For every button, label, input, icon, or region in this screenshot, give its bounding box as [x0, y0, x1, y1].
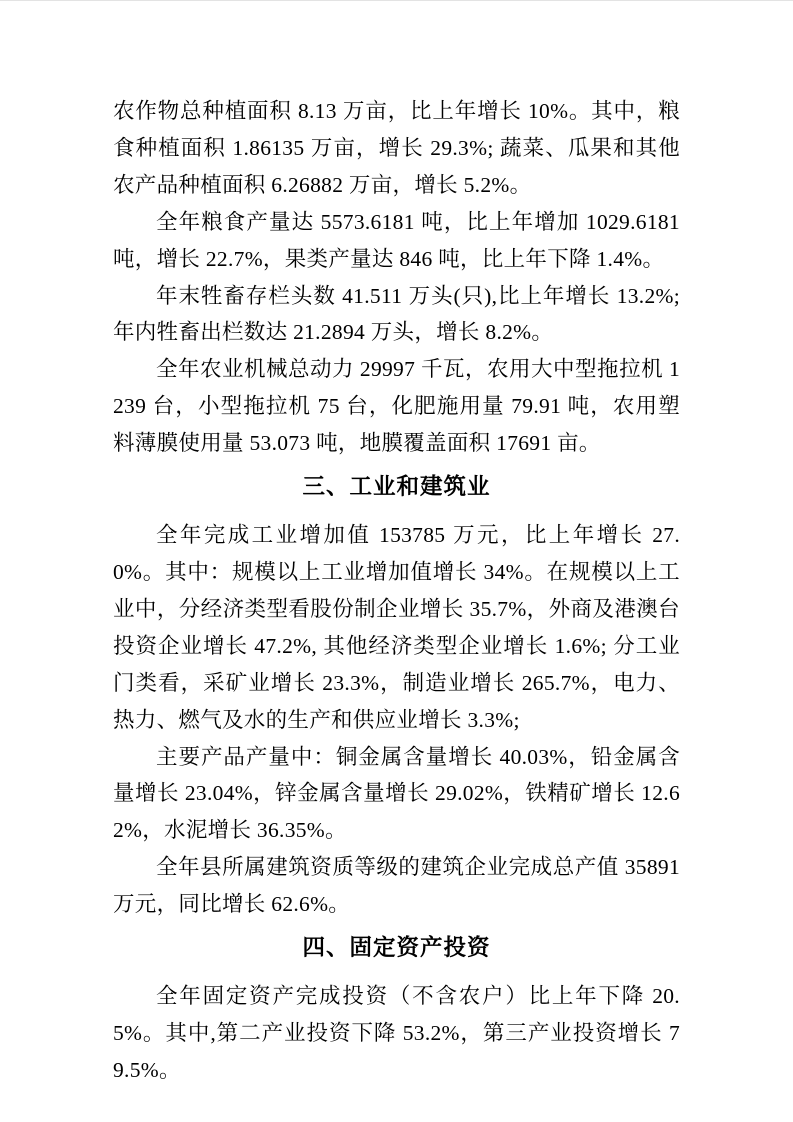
paragraph-crop-planting-area: 农作物总种植面积 8.13 万亩，比上年增长 10%。其中，粮食种植面积 1.86135 万亩，增长 29.3%; 蔬菜、瓜果和其他农产品种植面积 6.26882 万亩，增长 5.2%。	[113, 99, 680, 197]
section-heading-fixed-asset-investment: 四、固定资产投资	[302, 935, 491, 961]
paragraph-fixed-asset-investment: 全年固定资产完成投资（不含农户）比上年下降 20.5%。其中,第二产业投资下降 53.2%，第三产业投资增长 79.5%。	[113, 984, 680, 1082]
paragraph-main-products-output: 主要产品产量中：铜金属含量增长 40.03%，铅金属含量增长 23.04%，锌金属含量增长 29.02%，铁精矿增长 12.62%，水泥增长 36.35%。	[113, 744, 680, 843]
paragraph-agricultural-machinery: 全年农业机械总动力 29997 千瓦，农用大中型拖拉机 1239 台，小型拖拉机 75 台，化肥施用量 79.91 吨，农用塑料薄膜使用量 53.073 吨，地膜覆盖面积 17691 亩。	[113, 357, 680, 456]
paragraph-grain-output: 全年粮食产量达 5573.6181 吨，比上年增加 1029.6181 吨，增长 22.7%，果类产量达 846 吨，比上年下降 1.4%。	[113, 209, 680, 271]
paragraph-industrial-added-value: 全年完成工业增加值 153785 万元，比上年增长 27.0%。其中：规模以上工业增加值增长 34%。在规模以上工业中，分经济类型看股份制企业增长 35.7%，外商及港澳台投资企业增长 47.2%, 其他经济类型企业增长 1.6%; 分工业门类看，采矿业增长 23.3%，制造业增长 265.7%，电力、热力、燃气及水的生产和供应业增长 3.3%;	[113, 523, 680, 732]
paragraph-livestock: 年末牲畜存栏头数 41.511 万头(只),比上年增长 13.2%; 年内牲畜出栏数达 21.2894 万头，增长 8.2%。	[113, 283, 680, 345]
section-heading-industry-construction: 三、工业和建筑业	[302, 474, 491, 500]
paragraph-construction-output: 全年县所属建筑资质等级的建筑企业完成总产值 35891 万元，同比增长 62.6%。	[113, 855, 680, 917]
